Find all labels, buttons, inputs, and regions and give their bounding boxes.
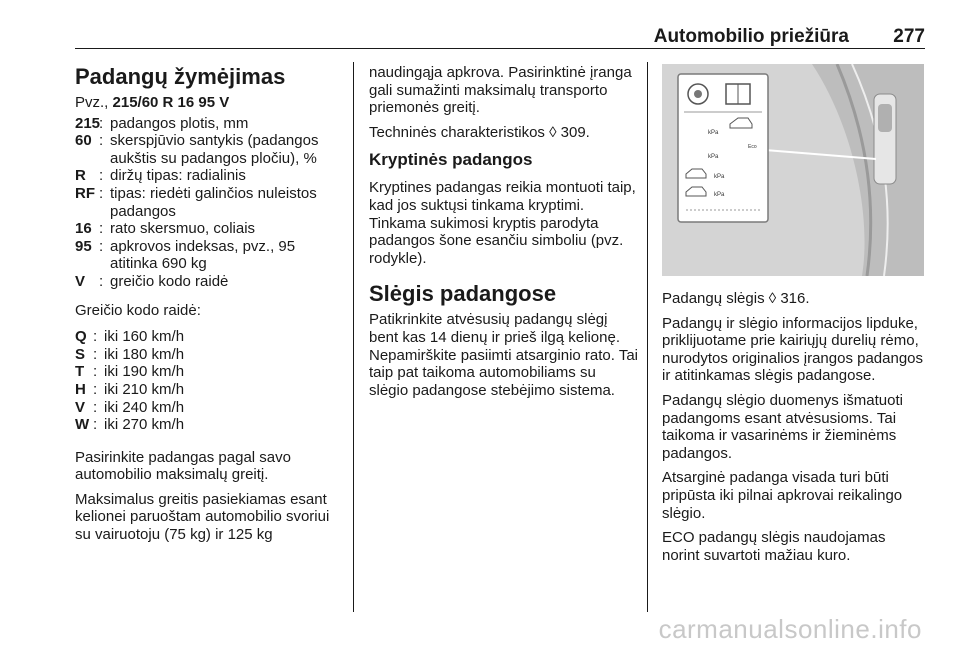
definition-row: RF : tipas: riedėti galinčios nuleistos padangos [75,184,317,220]
watermark: carmanualsonline.info [658,614,922,644]
speed-code-row: Q : iki 160 km/h [75,328,185,346]
column-3 [662,290,924,571]
speed-code-row: H : iki 210 km/h [75,380,185,398]
chapter-title: Automobilio priežiūra [653,26,849,47]
paragraph-directional: Kryptines padangas reikia montuoti taip, kad jos suktųsi tinkama kryptimi. Tinkama sukimosi kryptis parodyta padangos šone esančiu simboliu (pvz. rodykle). [369,179,636,267]
definition-row: R : diržų tipas: radialinis [75,167,246,185]
speed-code-intro: Greičio kodo raidė: [75,301,201,319]
door-frame-illustration [662,64,924,276]
tyre-pressure-label-figure [662,64,924,276]
svg-text:kPa: kPa [708,154,719,160]
definition-row: 95 : apkrovos indeksas, pvz., 95 atitinka 690 kg [75,237,296,273]
subheading-directional-tyres: Kryptinės padangos [369,150,533,170]
speed-code-row: S : iki 180 km/h [75,345,185,363]
header-rule [75,48,925,49]
page-header [75,26,925,46]
section-heading-tyre-marking: Padangų žymėjimas [75,64,286,89]
column-1 [75,64,345,551]
speed-code-row: W : iki 270 km/h [75,416,185,434]
speed-code-list [75,328,345,434]
definition-row: V : greičio kodo raidė [75,272,229,290]
definition-row: 60 : skerspjūvio santykis (padangos aukštis su padangos pločiu), % [75,132,319,167]
paragraph-tech-specs-ref: Techninės charakteristikos ◊ 309. [369,123,590,141]
paragraph-cold-tyres: Padangų slėgio duomenys išmatuoti padangoms esant atvėsusioms. Tai taikoma ir vasarinėms ir žieminėms padangos. [662,391,903,462]
svg-text:Eco: Eco [748,144,757,150]
svg-text:kPa: kPa [708,130,719,136]
paragraph-max-speed: Maksimalus greitis pasiekiamas esant kelionei paruoštam automobilio svoriui su vairuotoju (75 kg) ir 125 kg [75,490,330,544]
section-heading-tyre-pressure: Slėgis padangose [369,281,557,307]
paragraph-spare-tyre: Atsarginė padanga visada turi būti pripūsta iki pilnai apkrovai reikalingo slėgio. [662,469,903,522]
speed-code-row: T : iki 190 km/h [75,363,185,381]
paragraph-eco-pressure: ECO padangų slėgis naudojamas norint suvartoti mažiau kuro. [662,529,886,564]
speed-code-row: V : iki 240 km/h [75,398,185,416]
example-code: 215/60 R 16 95 V [112,94,230,111]
column-divider-1 [353,62,354,612]
paragraph-pressure-ref: Padangų slėgis ◊ 316. [662,290,810,307]
svg-text:kPa: kPa [714,192,725,198]
definition-row: 215 : padangos plotis, mm [75,114,249,132]
tyre-code-definitions [75,115,345,291]
svg-text:kPa: kPa [714,174,725,180]
paragraph-select-tyres: Pasirinkite padangas pagal savo automobilio maksimalų greitį. [75,448,291,484]
page-number: 277 [893,26,925,47]
paragraph-payload: naudingąja apkrova. Pasirinktinė įranga gali sumažinti maksimalų transporto priemonės greitį. [369,64,632,117]
paragraph-check-pressure: Patikrinkite atvėsusių padangų slėgį bent kas 14 dienų ir prieš ilgą kelionę. Nepamirškite pasiimti atsarginio rato. Tai taip pat taikoma automobiliams su slėgio padangose stebėjimo sistema. [369,311,638,399]
example-line: Pvz., 215/60 R 16 95 V [75,94,230,111]
paragraph-label-info: Padangų ir slėgio informacijos lipduke, priklijuotame prie kairiųjų durelių rėmo, nurodytos originalios įrangos padangos ir atitinkamas slėgis padangose. [662,314,924,385]
column-divider-2 [647,62,648,612]
definition-row: 16 : rato skersmuo, coliais [75,220,256,238]
column-2 [369,64,639,406]
